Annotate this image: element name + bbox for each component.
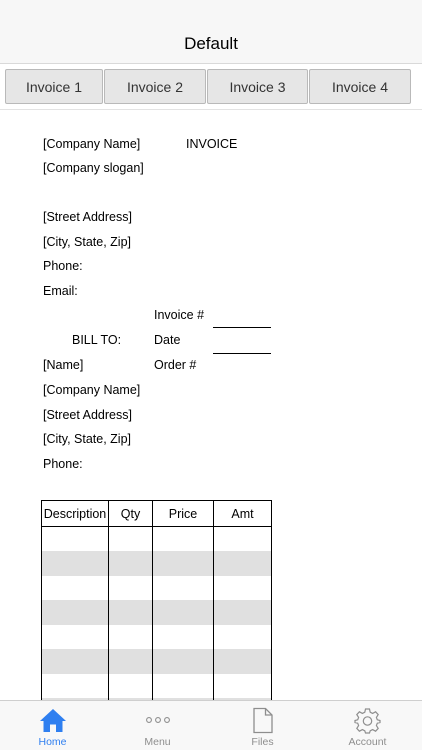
street-address-field[interactable]: [Street Address] (43, 210, 132, 224)
phone-label: Phone: (43, 259, 83, 273)
invoice-number-input[interactable] (213, 327, 271, 328)
tab-invoice-1[interactable]: Invoice 1 (5, 69, 103, 104)
tabbar-account-label: Account (348, 736, 387, 748)
table-row[interactable] (42, 625, 272, 650)
tabbar-account[interactable] (315, 701, 420, 750)
date-input[interactable] (213, 353, 271, 354)
order-number-label: Order # (154, 358, 197, 372)
bill-name-field[interactable]: [Name] (43, 358, 84, 372)
tabbar-files-label: Files (251, 736, 274, 748)
bill-company-field[interactable]: [Company Name] (43, 383, 141, 397)
header-price: Price (153, 501, 214, 527)
table-row[interactable] (42, 674, 272, 699)
tab-invoice-3[interactable]: Invoice 3 (207, 69, 308, 104)
invoice-heading: INVOICE (186, 137, 238, 151)
email-label: Email: (43, 284, 78, 298)
page-title: Default (184, 34, 238, 53)
table-row[interactable] (42, 649, 272, 674)
table-row[interactable] (42, 551, 272, 576)
line-items-table (41, 500, 272, 700)
invoice-document[interactable] (0, 110, 422, 700)
header-description: Description (42, 501, 109, 527)
bottom-tab-bar (0, 700, 422, 750)
date-label: Date (154, 333, 181, 347)
home-icon (0, 706, 105, 734)
invoice-number-label: Invoice # (154, 308, 205, 322)
tabbar-home[interactable] (0, 701, 105, 750)
bill-street-field[interactable]: [Street Address] (43, 408, 132, 422)
table-row[interactable] (42, 576, 272, 601)
invoice-tabs (0, 64, 422, 110)
header-qty: Qty (109, 501, 153, 527)
city-state-zip-field[interactable]: [City, State, Zip] (43, 235, 131, 249)
table-row[interactable] (42, 527, 272, 552)
gear-icon (315, 706, 420, 734)
navigation-bar (0, 0, 422, 64)
tabbar-files[interactable] (210, 701, 315, 750)
company-name-field[interactable]: [Company Name] (43, 137, 141, 151)
tabbar-home-label: Home (38, 736, 67, 748)
table-header-row (42, 501, 272, 527)
file-icon (210, 706, 315, 734)
company-slogan-field[interactable]: [Company slogan] (43, 161, 144, 175)
bill-phone-label: Phone: (43, 457, 83, 471)
tabbar-menu[interactable] (105, 701, 210, 750)
table-row[interactable] (42, 600, 272, 625)
tabbar-menu-label: Menu (144, 736, 171, 748)
bill-to-label: BILL TO: (72, 333, 122, 347)
tab-invoice-2[interactable]: Invoice 2 (104, 69, 206, 104)
bill-city-field[interactable]: [City, State, Zip] (43, 432, 131, 446)
header-amt: Amt (214, 501, 272, 527)
more-icon (105, 706, 210, 734)
tab-invoice-4[interactable]: Invoice 4 (309, 69, 411, 104)
